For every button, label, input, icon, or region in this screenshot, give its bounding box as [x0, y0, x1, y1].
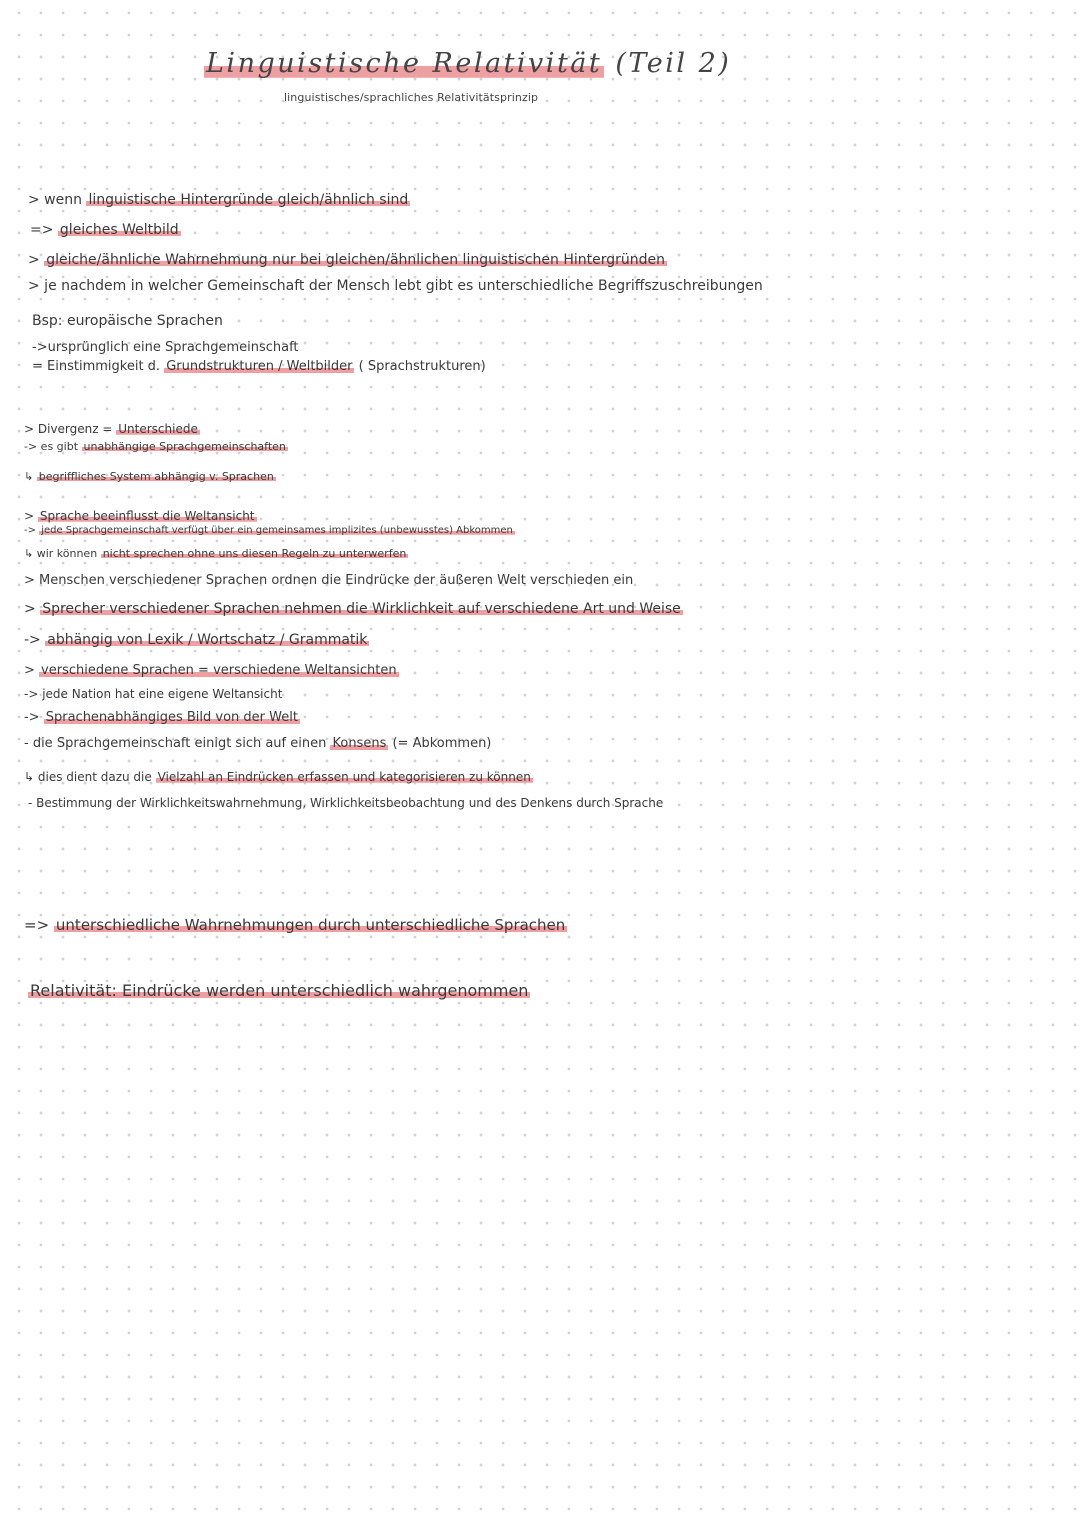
- highlighted-text: Unterschiede: [118, 422, 198, 436]
- line-prefix: > wenn: [28, 192, 82, 208]
- highlighted-text: Sprecher verschiedener Sprachen nehmen die Wirklichkeit auf verschiedene Art und Weise: [42, 601, 681, 617]
- highlighted-text: Konsens: [332, 736, 387, 751]
- highlighted-text: jede Sprachgemeinschaft verfügt über ein gemeinsames implizites (unbewusstes) Abkommen: [41, 525, 513, 536]
- highlighted-text: Sprachenabhängiges Bild von der Welt: [45, 710, 298, 725]
- highlighted-text: gleiches Weltbild: [59, 222, 179, 238]
- line-prefix: =>: [24, 916, 50, 934]
- highlighted-text: linguistische Hintergründe gleich/ähnlich sind: [88, 192, 409, 208]
- line-prefix: ↳ wir können: [24, 547, 98, 560]
- note-line: [24, 526, 515, 536]
- line-prefix: =>: [30, 222, 54, 238]
- line-prefix: ->: [24, 525, 36, 536]
- highlighted-text: Vielzahl an Eindrücken erfassen und kategorisieren zu können: [157, 770, 531, 784]
- line-prefix: >: [28, 252, 40, 268]
- line-prefix: = Einstimmigkeit d.: [32, 359, 161, 374]
- title-suffix: (Teil 2): [615, 48, 732, 79]
- page-subtitle: linguistisches/sprachliches Relativitätsprinzip: [284, 91, 539, 104]
- highlighted-text: verschiedene Sprachen = verschiedene Weltansichten: [41, 663, 397, 678]
- line-prefix: > Divergenz =: [24, 422, 113, 436]
- line-prefix: >: [24, 601, 36, 617]
- line-prefix: ->: [24, 710, 40, 725]
- note-line: [28, 193, 410, 207]
- note-line: [24, 510, 257, 522]
- highlighted-text: nicht sprechen ohne uns diesen Regeln zu unterwerfen: [102, 547, 407, 560]
- note-line: -> jede Nation hat eine eigene Weltansicht: [24, 687, 283, 701]
- note-line: ->ursprünglich eine Sprachgemeinschaft: [32, 340, 299, 355]
- note-line: [24, 441, 288, 452]
- note-line: Bsp: europäische Sprachen: [32, 313, 223, 329]
- note-line: [24, 548, 408, 559]
- highlighted-text: unterschiedliche Wahrnehmungen durch unterschiedliche Sprachen: [55, 916, 566, 934]
- line-suffix: ( Sprachstrukturen): [358, 359, 486, 374]
- conclusion-line: [24, 918, 567, 933]
- note-line: [24, 602, 683, 616]
- note-line: [24, 633, 369, 647]
- note-line: [24, 471, 276, 482]
- title-main: Linguistische Relativität: [206, 48, 603, 79]
- note-line: [24, 737, 491, 750]
- note-line: > Menschen verschiedener Sprachen ordnen die Eindrücke der äußeren Welt verschieden ein: [24, 573, 634, 588]
- highlighted-text: unabhängige Sprachgemeinschaften: [83, 440, 286, 453]
- note-line: [32, 360, 486, 373]
- highlighted-text: Relativität: Eindrücke werden unterschiedlich wahrgenommen: [30, 981, 529, 1000]
- highlighted-text: gleiche/ähnliche Wahrnehmung nur bei gleichen/ähnlichen linguistischen Hintergründen: [46, 252, 665, 268]
- note-line: - Bestimmung der Wirklichkeitswahrnehmung, Wirklichkeitsbeobachtung und des Denkens durch Sprache: [28, 796, 664, 810]
- page-title: [204, 50, 731, 77]
- line-prefix: >: [24, 509, 35, 523]
- note-line: [24, 711, 300, 724]
- note-line: > je nachdem in welcher Gemeinschaft der Mensch lebt gibt es unterschiedliche Begriffszuschreibungen: [28, 278, 763, 294]
- note-line: [30, 223, 181, 237]
- highlighted-text: Grundstrukturen / Weltbilder: [166, 359, 353, 374]
- note-line: [24, 771, 533, 783]
- conclusion-line: [28, 983, 530, 999]
- line-prefix: ↳ dies dient dazu die: [24, 770, 152, 784]
- line-suffix: (= Abkommen): [392, 736, 492, 751]
- line-prefix: -> es gibt: [24, 440, 79, 453]
- highlighted-text: Sprache beeinflusst die Weltansicht: [39, 509, 255, 523]
- highlighted-text: abhängig von Lexik / Wortschatz / Grammatik: [47, 632, 368, 648]
- highlighted-text: begriffliches System abhängig v. Sprachen: [38, 470, 274, 483]
- note-line: [24, 664, 399, 677]
- line-prefix: - die Sprachgemeinschaft einigt sich auf einen: [24, 736, 327, 751]
- note-line: [24, 423, 200, 435]
- line-prefix: ->: [24, 632, 41, 648]
- line-prefix: ↳: [24, 470, 34, 483]
- note-line: [28, 253, 667, 267]
- line-prefix: >: [24, 663, 35, 678]
